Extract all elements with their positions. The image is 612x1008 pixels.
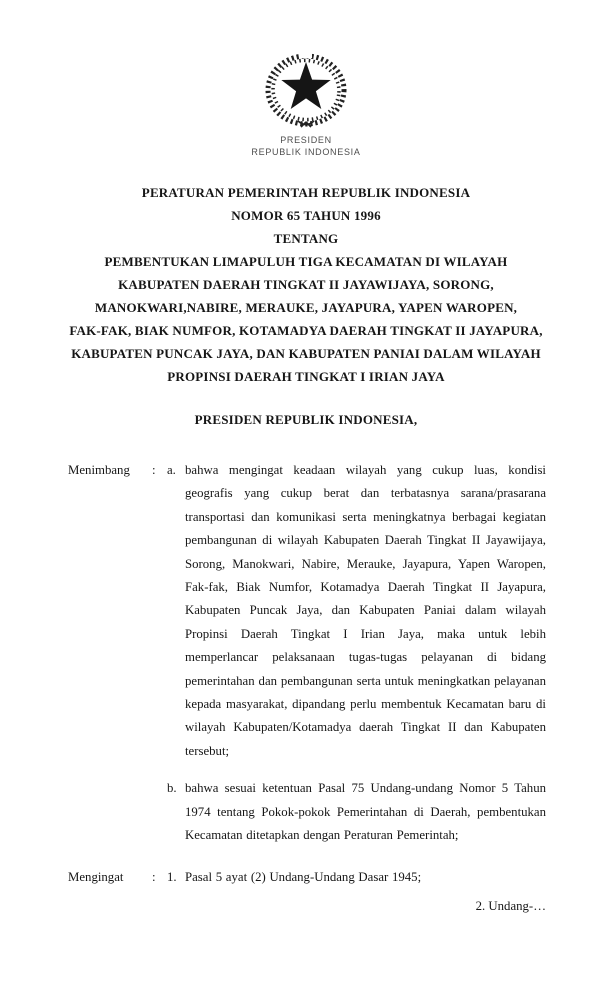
title-line: FAK-FAK, BIAK NUMFOR, KOTAMADYA DAERAH TINGKAT II JAYAPURA, [69, 323, 543, 338]
catchword: 2. Undang-… [475, 899, 546, 913]
section-label: Menimbang [68, 463, 130, 477]
preamble [68, 459, 546, 889]
title-line: NOMOR 65 TAHUN 1996 [231, 208, 381, 223]
title-line: PERATURAN PEMERINTAH REPUBLIK INDONESIA [141, 185, 471, 200]
section-menimbang [68, 459, 546, 848]
seal-caption-line2: REPUBLIK INDONESIA [251, 147, 361, 157]
salutation: PRESIDEN REPUBLIK INDONESIA, [194, 412, 418, 427]
title-line: MANOKWARI,NABIRE, MERAUKE, JAYAPURA, YAPEN WAROPEN, [94, 300, 518, 315]
section-items [167, 866, 546, 889]
presidential-seal-icon [261, 52, 351, 130]
star-icon [281, 62, 330, 109]
item-text: bahwa mengingat keadaan wilayah yang cukup luas, kondisi geografis yang cukup berat dan terbatasnya sarana/prasarana transportasi dan komunikasi serta meningkatnya berbagai kegiatan pembangunan di wilayah Kabupaten Daerah Tingkat II Jayawijaya, Sorong, Manokwari, Nabire, Merauke, Jayapura, Yapen Waropen, Fak-fak, Biak Numfor, Kotamadya Daerah Tingkat II Jayapura, Kabupaten Puncak Jaya, dan Kabupaten Paniai dalam wilayah Propinsi Daerah Tingkat I Irian Jaya, maka untuk lebih memperlancar pelaksanaan tugas-tugas pelayanan di bidang pemerintahan dan pembangunan serta untuk meningkatkan pelayanan kepada masyarakat, dipandang perlu membentuk Kecamatan baru di wilayah Kabupaten/Kotamadya daerah Tingkat II dan Kabupaten tersebut; [185, 463, 546, 758]
section-colon: : [152, 463, 156, 477]
title-line: PROPINSI DAERAH TINGKAT I IRIAN JAYA [167, 369, 445, 384]
item-marker: a. [167, 463, 176, 477]
section-mengingat [68, 866, 546, 889]
title-line: KABUPATEN DAERAH TINGKAT II JAYAWIJAYA, SORONG, [118, 277, 494, 292]
letterhead [0, 52, 612, 158]
item-text: Pasal 5 ayat (2) Undang-Undang Dasar 1945; [185, 869, 422, 884]
title-line: KABUPATEN PUNCAK JAYA, DAN KABUPATEN PANIAI DALAM WILAYAH [71, 346, 541, 361]
title-line: TENTANG [273, 231, 339, 246]
section-colon: : [152, 869, 156, 884]
item-marker: b. [167, 781, 177, 796]
document-title [30, 181, 582, 388]
item-text: bahwa sesuai ketentuan Pasal 75 Undang-undang Nomor 5 Tahun 1974 tentang Pokok-pokok Pemerintahan di Daerah, pembentukan Kecamatan ditetapkan dengan Peraturan Pemerintah; [185, 781, 546, 843]
seal-caption [0, 134, 612, 158]
item-marker: 1. [167, 869, 177, 884]
list-item [167, 777, 546, 847]
list-item [167, 459, 546, 763]
list-item [167, 866, 546, 889]
title-line: PEMBENTUKAN LIMAPULUH TIGA KECAMATAN DI WILAYAH [104, 254, 508, 269]
section-items [167, 459, 546, 848]
section-label: Mengingat [68, 869, 124, 884]
seal-caption-line1: PRESIDEN [280, 135, 332, 145]
